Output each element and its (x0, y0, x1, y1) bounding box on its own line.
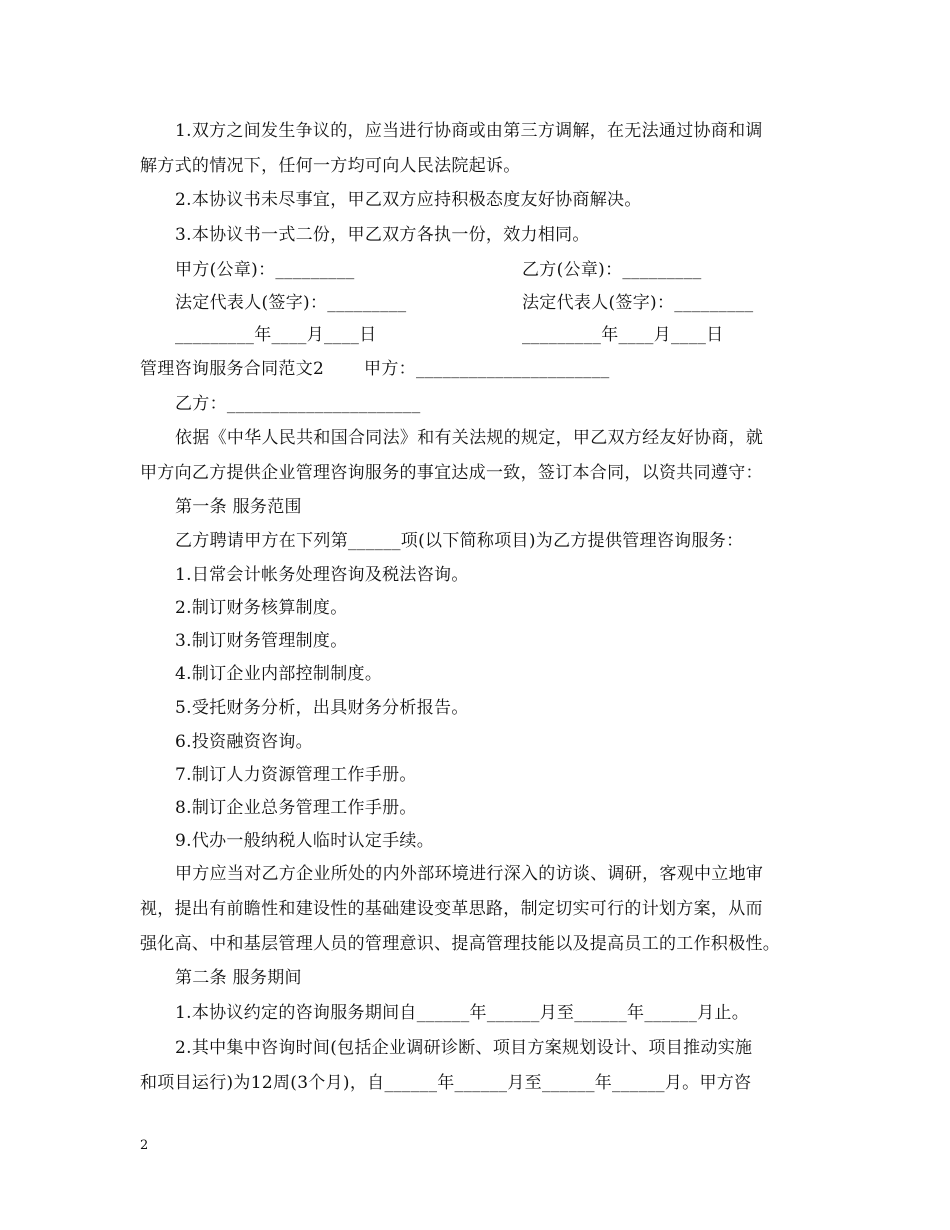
party-a-representative: 法定代表人(签字)：_________ (175, 293, 407, 313)
period-line1: 1.本协议约定的咨询服务期间自______年______月至______年______月止。 (175, 1003, 750, 1023)
article1-title: 第一条 服务范围 (175, 497, 302, 517)
party-a-date: _________年____月____日 (175, 325, 377, 345)
period-line2: 2.其中集中咨询时间(包括企业调研诊断、项目方案规划设计、项目推动实施 (175, 1038, 753, 1058)
intro-line2: 甲方向乙方提供企业管理咨询服务的事宜达成一致，签订本合同，以资共同遵守： (140, 463, 763, 483)
party-b-seal: 乙方(公章)：_________ (522, 260, 702, 280)
list-item: 8.制订企业总务管理工作手册。 (175, 798, 417, 818)
list-item: 4.制订企业内部控制制度。 (175, 664, 383, 684)
list-item: 9.代办一般纳税人临时认定手续。 (175, 831, 435, 851)
paragraph-copies: 3.本协议书一式二份，甲乙双方各执一份，效力相同。 (175, 225, 590, 245)
list-item: 1.日常会计帐务处理咨询及税法咨询。 (175, 565, 469, 585)
article2-title: 第二条 服务期间 (175, 968, 302, 988)
paragraph-dispute-line1: 1.双方之间发生争议的，应当进行协商或由第三方调解，在无法通过协商和调 (175, 121, 763, 141)
party-b-representative: 法定代表人(签字)：_________ (522, 293, 754, 313)
page-number: 2 (140, 1138, 149, 1153)
contract-title-line: 管理咨询服务合同范文2 甲方：______________________ (140, 359, 610, 379)
list-item: 3.制订财务管理制度。 (175, 631, 348, 651)
list-item: 6.投资融资咨询。 (175, 732, 313, 752)
article1-intro: 乙方聘请甲方在下列第______项(以下简称项目)为乙方提供管理咨询服务： (175, 531, 744, 551)
list-item: 5.受托财务分析，出具财务分析报告。 (175, 698, 469, 718)
party-a-seal: 甲方(公章)：_________ (175, 260, 355, 280)
list-item: 2.制订财务核算制度。 (175, 598, 348, 618)
scope-line3: 强化高、中和基层管理人员的管理意识、提高管理技能以及提高员工的工作积极性。 (140, 934, 781, 954)
scope-line1: 甲方应当对乙方企业所处的内外部环境进行深入的访谈、调研，客观中立地审 (175, 864, 764, 884)
paragraph-dispute-line2: 解方式的情况下，任何一方均可向人民法院起诉。 (140, 156, 521, 176)
paragraph-unresolved-matters: 2.本协议书未尽事宜，甲乙双方应持积极态度友好协商解决。 (175, 190, 642, 210)
list-item: 7.制订人力资源管理工作手册。 (175, 765, 417, 785)
scope-line2: 视，提出有前瞻性和建设性的基础建设变革思路，制定切实可行的计划方案，从而 (140, 899, 763, 919)
period-line3: 和项目运行)为12周(3个月)，自______年______月至______年______月。甲方咨 (140, 1073, 752, 1093)
party-b-line: 乙方：______________________ (175, 394, 421, 414)
intro-line1: 依据《中华人民共和国合同法》和有关法规的规定，甲乙双方经友好协商，就 (175, 428, 764, 448)
party-b-date: _________年____月____日 (522, 325, 724, 345)
